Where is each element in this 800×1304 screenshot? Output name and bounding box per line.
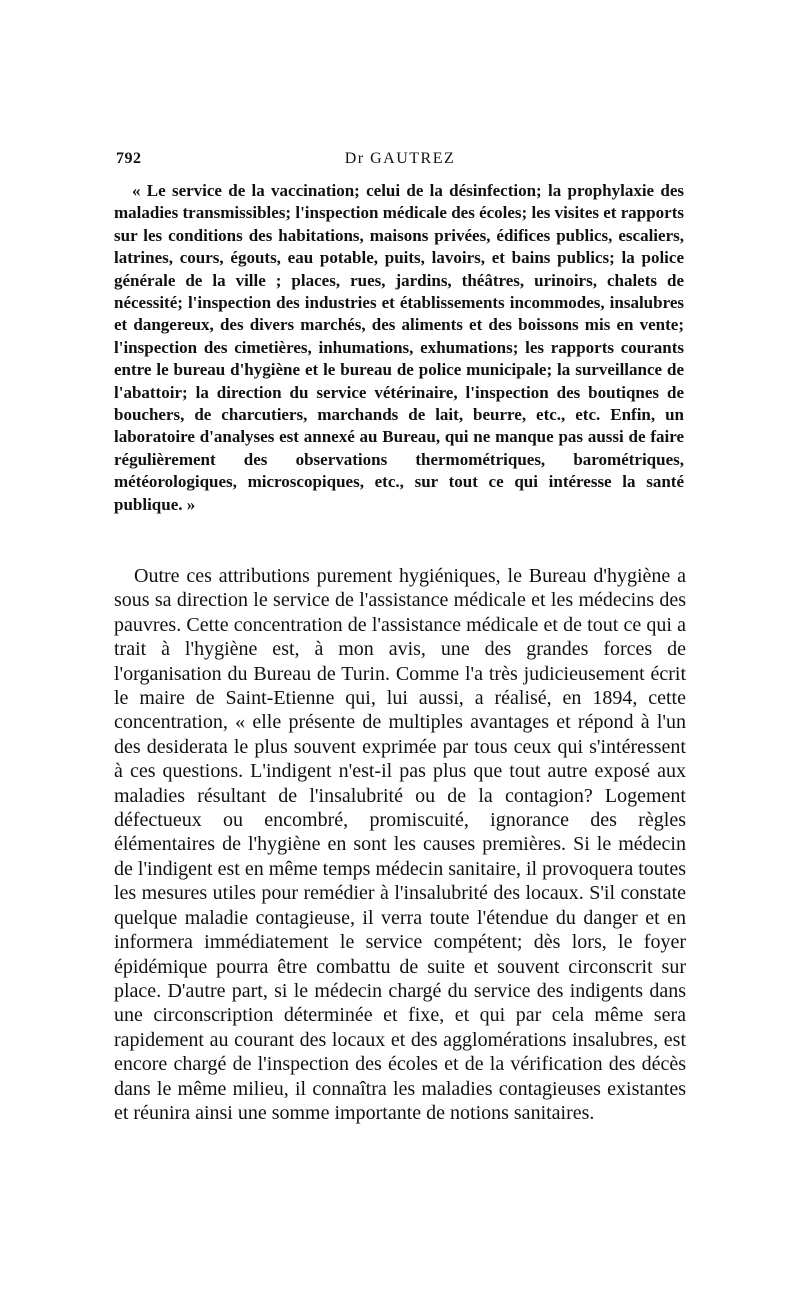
page-header bbox=[116, 150, 684, 172]
body-paragraph: Outre ces attributions purement hygiéniques, le Bureau d'hygiène a sous sa direction le service de l'assistance médicale et les médecins des pauvres. Cette concentration de l'assistance médicale et de tout ce qui a trait à l'hygiène est, à mon avis, une des grandes forces de l'organisation du Bureau de Turin. Comme l'a très judicieusement écrit le maire de Saint-Etienne qui, lui aussi, a réalisé, en 1894, cette concentration, « elle présente de multiples avantages et répond à l'un des desiderata le plus souvent exprimée par tous ceux qui s'intéressent à ces questions. L'indigent n'est-il pas plus que tout autre exposé aux maladies résultant de l'insalubrité ou de la contagion? Logement défectueux ou encombré, promiscuité, ignorance des règles élémentaires de l'hygiène en sont les causes premières. Si le médecin de l'indigent est en même temps médecin sanitaire, il provoquera toutes les mesures utiles pour remédier à l'insalubrité des locaux. S'il constate quelque maladie contagieuse, il verra toute l'étendue du danger et en informera immédiatement le service compétent; dès lors, le foyer épidémique pourra être combattu de suite et souvent circonscrit sur place. D'autre part, si le médecin chargé du service des indigents dans une circonscription déterminée et fixe, et qui par cela même sera rapidement au courant des locaux et des agglomérations insalubres, est encore chargé de l'inspection des écoles et de la vérification des décès dans le même milieu, il connaîtra les maladies contagieuses existantes et réunira ainsi une somme importante de notions sanitaires. bbox=[114, 565, 686, 1124]
running-head: Dr GAUTREZ bbox=[344, 150, 456, 167]
quoted-paragraph: « Le service de la vaccination; celui de la désinfection; la prophylaxie des maladies transmissibles; l'inspection médicale des écoles; les visites et rapports sur les conditions des habitations, maisons privées, édifices publics, escaliers, latrines, cours, égouts, eau potable, puits, lavoirs, et bains publics; la police générale de la ville ; places, rues, jardins, théâtres, urinoirs, chalets de nécessité; l'inspection des industries et établissements incommodes, insalubres et dangereux, des divers marchés, des aliments et des boissons mis en vente; l'inspection des cimetières, inhumations, exhumations; les rapports courants entre le bureau d'hygiène et le bureau de police municipale; la surveillance de l'abattoir; la direction du service vétérinaire, l'inspection des boutiqnes de bouchers, de charcutiers, marchands de lait, beurre, etc., etc. Enfin, un laboratoire d'analyses est annexé au Bureau, qui ne manque pas aussi de faire régulièrement des observations thermométriques, barométriques, météorologiques, microscopiques, etc., sur tout ce qui intéresse la santé publique. » bbox=[114, 181, 684, 514]
page-number: 792 bbox=[116, 150, 142, 167]
